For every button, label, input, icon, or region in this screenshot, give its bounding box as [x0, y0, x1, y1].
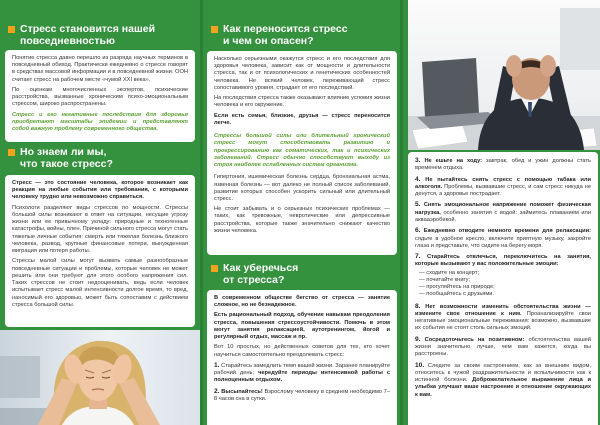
tip-bold-text: Высыпайтесь!	[221, 388, 263, 395]
heading-line: и чем он опасен?	[223, 35, 314, 47]
section-heading-stress-everyday	[6, 23, 155, 47]
paragraph: Понятие стресса давно перешло из разряда научных терминов в повседневный обиход. Практически ежедневно о стрессе говорят в средствах массовой информации и в повседневной жизни. ООН считает стресс на рабочем месте «чумой XXI века».	[12, 55, 188, 83]
heading-line: Стресс становится нашей	[20, 23, 156, 35]
tip-text: сядьте в удобное кресло, включите приятную музыку, закройте глаза и представьте, что сидите на берегу моря.	[415, 235, 591, 249]
tip-2	[214, 388, 390, 404]
tip-text: особенно занятия с водой: займитесь плаванием или аквааэробикой.	[415, 209, 591, 224]
lead-paragraph: В современном обществе бегство от стресса — занятие сложное, но не безнадежное.	[214, 295, 390, 309]
list-item: — пообщайтесь с друзьями.	[419, 291, 495, 298]
section-heading-protect-from-stress	[209, 262, 298, 286]
tip-7-list	[415, 270, 591, 299]
tip-number: 1.	[214, 361, 220, 369]
middle-panel	[203, 0, 400, 425]
tip-6	[415, 227, 591, 250]
highlight-paragraph: Стрессы большой силы или длительный хронический стресс могут способствовать развитию и прогрессированию как соматических, так и психических заболеваний. Стресс обычно способствует выходу из строя наиболее ослабленных систем организма.	[214, 133, 390, 169]
orange-square-bullet-icon	[211, 26, 218, 33]
heading-line: от стресса?	[223, 274, 285, 286]
heading-line: повседневностью	[20, 35, 115, 47]
text-box-stress-danger	[207, 51, 397, 255]
tip-text: Взрослому человеку в среднем необходимо 7–8 часов сна в сутки.	[214, 388, 390, 403]
text-box-protect-from-stress	[207, 290, 397, 425]
paragraph: На последствия стресса также оказывают влияние условия жизни человека и его окружение.	[214, 95, 390, 109]
tip-bold-text: Ежедневно отводите немного времени для релаксации:	[423, 228, 591, 235]
tip-bold-text: Нет возможности изменить обстоятельства жизни — измените свое отношение к ним.	[415, 303, 591, 317]
tip-bold-text: Не ешьте на ходу:	[424, 158, 483, 164]
tip-number: 2.	[214, 387, 220, 395]
text-box-tips	[408, 152, 598, 425]
blurred-monitor	[0, 356, 40, 398]
heading-line: что такое стресс?	[20, 158, 113, 170]
tip-bold-text: Старайтесь отвлечься, переключитесь на занятия, которые вызывают у вас положительные эмоции:	[415, 254, 591, 268]
stressed-businessman-photo	[408, 0, 600, 150]
section-heading-stress-danger	[209, 23, 348, 47]
tip-number: 10.	[415, 361, 425, 369]
paragraph: Гипертония, ишемическая болезнь сердца, бронхиальная астма, язвенная болезнь — вот далеко не полный список заболеваний, развитие которых способен ускорить сильный или длительный стресс.	[214, 174, 390, 202]
tip-9	[415, 336, 591, 359]
tip-text: завтрак, обед и ужин должны стать временем отдыха.	[415, 158, 592, 172]
tip-text: обстоятельства вашей жизни значительно лучше, чем вам кажется, когда вы расстроены.	[415, 336, 591, 358]
tip-8	[415, 303, 591, 333]
tip-10	[415, 362, 591, 399]
paragraph: Насколько серьезными окажутся стресс и его последствия для здоровья человека, зависит как от мощности и длительности стресса, так и от психологических и генетических особенностей человека. Не всякий человек, переживающий стресс сопоставимого уровня, страдает от его последствий.	[214, 56, 390, 91]
intro-paragraph: Вот 10 простых, но действенных советов для тех, кто хочет научиться самостоятельно преодолевать стресс:	[214, 344, 390, 358]
orange-square-bullet-icon	[8, 26, 15, 33]
paragraph: Психологи разделяют виды стрессов по мощности. Стрессы большой силы возникают в ответ на ситуации, несущие угрозу жизни или ее привычному укладу: природные и техногенные катастрофы, войны, плен. Причиной сильного стресса могут стать тяжелые личные события: смерть или тяжелая болезнь близкого человека, развод, крупные финансовые потери, вынужденная миграция или потеря работы.	[12, 204, 188, 255]
tip-number: 3.	[415, 157, 421, 164]
heading-line: Но знаем ли мы,	[20, 146, 107, 158]
highlight-paragraph: Стресс и его негативные последствия для здоровья приобретают масштабы эпидемии и представляют собой важную проблему современного общества.	[12, 111, 188, 133]
tip-5	[415, 201, 591, 224]
tip-3	[415, 157, 591, 173]
tip-number: 5.	[415, 201, 421, 209]
list-item: — сходите на концерт;	[419, 269, 480, 276]
tip-text: Проанализируйте свои негативные эмоциональные переживания: возможно, вызвавшие их события не стоят столь сильных эмоций.	[415, 310, 591, 332]
tip-bold-text: чередуйте периоды интенсивной работы с полноценным отдыхом.	[214, 370, 390, 384]
heading-line: Как переносится стресс	[223, 23, 348, 35]
paragraph: Не стоит забывать и о серьезных психических проблемах — таких, как тревожные, невротические или депрессивные расстройства, которые также значительно снижают качество жизни человека.	[214, 206, 390, 234]
tip-text: Старайтесь замедлить темп вашей жизни. Заранее планируйте рабочий день;	[214, 362, 390, 377]
blurred-shelf	[560, 8, 600, 70]
heading-line: Как уберечься	[223, 262, 299, 274]
approach-paragraph: Есть рациональный подход, обучение навыкам преодоления стресса, повышения стрессоустойчивости. Помочь в этом могут занятия релаксацией, аутотренингом, йогой и регулярный отдых, массаж и пр.	[214, 312, 390, 341]
orange-square-bullet-icon	[211, 265, 218, 272]
paragraph: По оценкам многочисленных экспертов, психические расстройства, вызванные хроническим психо-эмоциональным стрессом, широко распространены.	[12, 86, 188, 108]
tip-bold-text: Снять эмоциональное напряжение поможет физическая нагрузка,	[415, 202, 591, 216]
laptop-screen	[422, 58, 479, 117]
text-box-what-is-stress	[5, 175, 195, 327]
emphasis-paragraph: Если есть семья, близкие, друзья — стресс переносится легче.	[214, 112, 390, 126]
right-panel	[403, 0, 600, 425]
paragraph: Стрессы малой силы могут вызвать самые разнообразные повседневные ситуации и проблемы, которые человек не может решить или они требуют для этого особого напряжения сил. Таких стрессов не стоит недооценивать, ведь если человек испытывает стресс малой интенсивности долгое время, то вред, наносимый его здоровью, может быть сопоставим с действием стресса большой силы.	[12, 258, 188, 308]
man-tie	[528, 102, 532, 117]
tip-number: 9.	[415, 335, 421, 343]
tip-bold-text: Доброжелательное выражение лица и улыбка улучшат ваше настроение и отношение окружающих к вам.	[415, 377, 591, 398]
tip-number: 8.	[415, 302, 421, 310]
tip-text: Следите за своим настроением, как за внешним видом, относитесь к чужой раздражительности и вспыльчивости как к истинной болезни.	[415, 362, 591, 384]
tip-1	[214, 362, 390, 385]
tip-7	[415, 253, 591, 269]
tip-bold-text: Сосредоточьтесь на позитивном:	[424, 336, 525, 343]
left-panel	[0, 0, 200, 425]
tip-bold-text: Не пытайтесь снять стресс с помощью табака или алкоголя.	[415, 176, 591, 190]
tip-number: 4.	[415, 175, 421, 183]
tip-number: 7.	[415, 253, 421, 261]
man-right-hand	[540, 55, 556, 77]
tip-number: 6.	[415, 227, 421, 235]
orange-square-bullet-icon	[8, 149, 15, 156]
list-item: — почитайте книгу;	[419, 276, 470, 283]
tip-text: Проблемы, вызвавшие стресс, и сам стресс никуда не денутся, а здоровье пострадает.	[415, 183, 591, 198]
man-left-hand	[506, 55, 522, 77]
text-box-stress-everyday	[5, 50, 195, 142]
list-item: — прогуляйтесь на природе;	[419, 284, 495, 291]
section-heading-what-is-stress	[6, 146, 113, 170]
definition-paragraph: Стресс — это состояние человека, которое возникает как реакция на любые события или требования, с которыми человеку трудно или невозможно справиться.	[12, 180, 188, 201]
stressed-woman-photo	[0, 330, 200, 425]
tip-4	[415, 176, 591, 199]
